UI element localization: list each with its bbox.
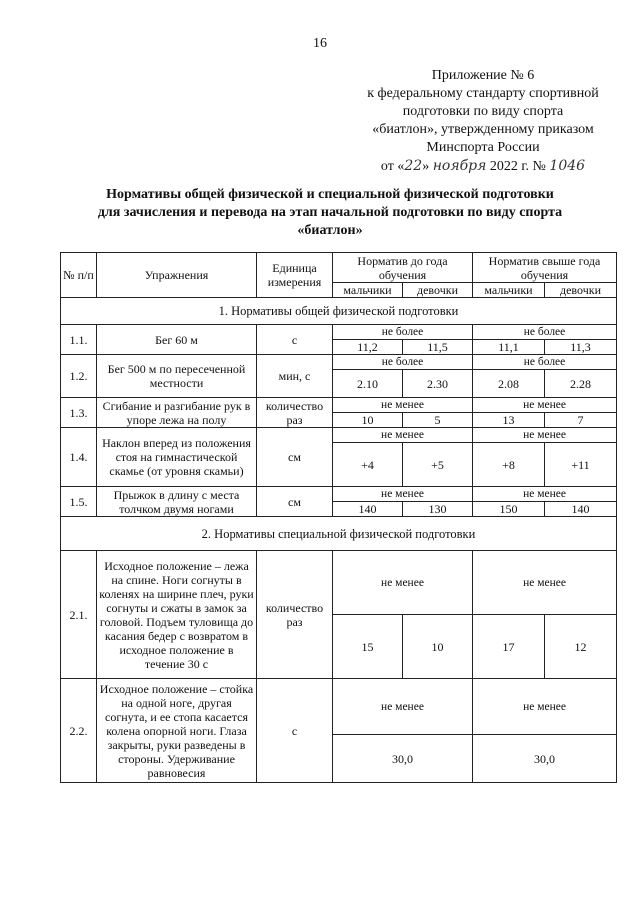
value-girls-1: 130 (403, 502, 473, 517)
value-boys-2: 2.08 (473, 370, 545, 398)
header-row (61, 253, 617, 283)
row-num: 2.2. (61, 679, 97, 783)
value-girls-1: 11,5 (403, 340, 473, 355)
value-boys-1: 140 (333, 502, 403, 517)
row-cond-to-year: не менее (333, 679, 473, 735)
row-cond-over-year: не менее (473, 551, 617, 615)
row-unit: с (257, 325, 333, 355)
row-cond-to-year: не менее (333, 551, 473, 615)
value-boys-1: 2.10 (333, 370, 403, 398)
table-row (61, 355, 617, 370)
row-exercise: Наклон вперед из положения стоя на гимнастической скамье (от уровня скамьи) (97, 428, 257, 487)
row-num: 1.4. (61, 428, 97, 487)
value-girls-1: +5 (403, 443, 473, 487)
row-exercise: Бег 500 м по пересеченной местности (97, 355, 257, 398)
value-girls-2: 12 (545, 615, 617, 679)
value-boys-2: 11,1 (473, 340, 545, 355)
row-cond-to-year: не менее (333, 428, 473, 443)
value-boys-1: +4 (333, 443, 403, 487)
value-girls-2: 11,3 (545, 340, 617, 355)
row-unit: количество раз (257, 551, 333, 679)
row-cond-to-year: не более (333, 355, 473, 370)
row-num: 1.3. (61, 398, 97, 428)
appendix-line-4: «биатлон», утвержденному приказом (372, 122, 594, 137)
handwritten-month: ноября (432, 158, 487, 174)
row-exercise: Прыжок в длину с места толчком двумя ногами (97, 487, 257, 517)
header-num: № п/п (61, 253, 97, 298)
header-girls-2: девочки (545, 283, 617, 298)
row-unit: см (257, 487, 333, 517)
value-boys-2: +8 (473, 443, 545, 487)
value-girls-1: 2.30 (403, 370, 473, 398)
row-exercise: Исходное положение – лежа на спине. Ноги согнуты в коленях на ширине плеч, руки согнуты и сжаты в замок за головой. Подъем туловища до касания бедер с возвратом в исходное положение в течение 30 с (97, 551, 257, 679)
handwritten-day: 22 (404, 158, 423, 174)
value-girls-1: 5 (403, 413, 473, 428)
row-cond-over-year: не более (473, 355, 617, 370)
row-exercise: Бег 60 м (97, 325, 257, 355)
value-to-year: 30,0 (333, 735, 473, 783)
row-cond-over-year: не менее (473, 679, 617, 735)
value-boys-1: 10 (333, 413, 403, 428)
date-prefix: от « (380, 159, 405, 174)
row-cond-over-year: не менее (473, 428, 617, 443)
header-boys-2: мальчики (473, 283, 545, 298)
value-boys-1: 11,2 (333, 340, 403, 355)
section-title-1: 1. Нормативы общей физической подготовки (61, 298, 617, 325)
value-girls-2: +11 (545, 443, 617, 487)
row-cond-to-year: не более (333, 325, 473, 340)
value-boys-2: 13 (473, 413, 545, 428)
table-row (61, 487, 617, 502)
row-cond-over-year: не менее (473, 487, 617, 502)
row-cond-to-year: не менее (333, 487, 473, 502)
value-girls-2: 2.28 (545, 370, 617, 398)
table-row (61, 551, 617, 615)
header-norm-over-year: Норматив свыше года обучения (473, 253, 617, 283)
table-row (61, 398, 617, 413)
row-cond-to-year: не менее (333, 398, 473, 413)
row-num: 1.2. (61, 355, 97, 398)
row-num: 1.5. (61, 487, 97, 517)
row-unit: количество раз (257, 398, 333, 428)
title-line-2: для зачисления и перевода на этап начальной подготовки по виду спорта (97, 205, 563, 220)
title-line-3: «биатлон» (297, 223, 363, 238)
row-exercise: Исходное положение – стойка на одной ноге, другая согнута, и ее стопа касается колена опорной ноги. Глаза закрыты, руки разведены в стороны. Удерживание равновесия (97, 679, 257, 783)
norms-table (60, 252, 617, 783)
row-num: 1.1. (61, 325, 97, 355)
year-part: 2022 г. № (489, 159, 546, 174)
appendix-line-3: подготовки по виду спорта (402, 104, 564, 119)
appendix-block (350, 67, 616, 176)
row-cond-over-year: не менее (473, 398, 617, 413)
section-title-2: 2. Нормативы специальной физической подготовки (61, 517, 617, 551)
header-boys-1: мальчики (333, 283, 403, 298)
value-girls-1: 10 (403, 615, 473, 679)
appendix-line-5: Минспорта России (426, 140, 540, 155)
table-row (61, 679, 617, 735)
section-header-2 (61, 517, 617, 551)
value-girls-2: 7 (545, 413, 617, 428)
value-girls-2: 140 (545, 502, 617, 517)
page-number: 16 (313, 36, 327, 51)
table-row (61, 428, 617, 443)
value-boys-2: 17 (473, 615, 545, 679)
appendix-line-2: к федеральному стандарту спортивной (367, 86, 599, 101)
handwritten-order-number: 1046 (549, 158, 586, 174)
row-cond-over-year: не более (473, 325, 617, 340)
order-date-line (350, 157, 616, 176)
header-norm-to-year: Норматив до года обучения (333, 253, 473, 283)
table-row (61, 325, 617, 340)
title-line-1: Нормативы общей физической и специальной физической подготовки (106, 187, 554, 202)
header-girls-1: девочки (403, 283, 473, 298)
section-header-1 (61, 298, 617, 325)
date-mid: » (422, 159, 430, 174)
row-exercise: Сгибание и разгибание рук в упоре лежа на полу (97, 398, 257, 428)
header-unit: Единица измерения (257, 253, 333, 298)
value-boys-2: 150 (473, 502, 545, 517)
header-exercise: Упражнения (97, 253, 257, 298)
row-unit: мин, с (257, 355, 333, 398)
appendix-line-1: Приложение № 6 (431, 68, 535, 83)
document-title (60, 186, 600, 240)
row-unit: с (257, 679, 333, 783)
value-boys-1: 15 (333, 615, 403, 679)
value-over-year: 30,0 (473, 735, 617, 783)
row-num: 2.1. (61, 551, 97, 679)
row-unit: см (257, 428, 333, 487)
